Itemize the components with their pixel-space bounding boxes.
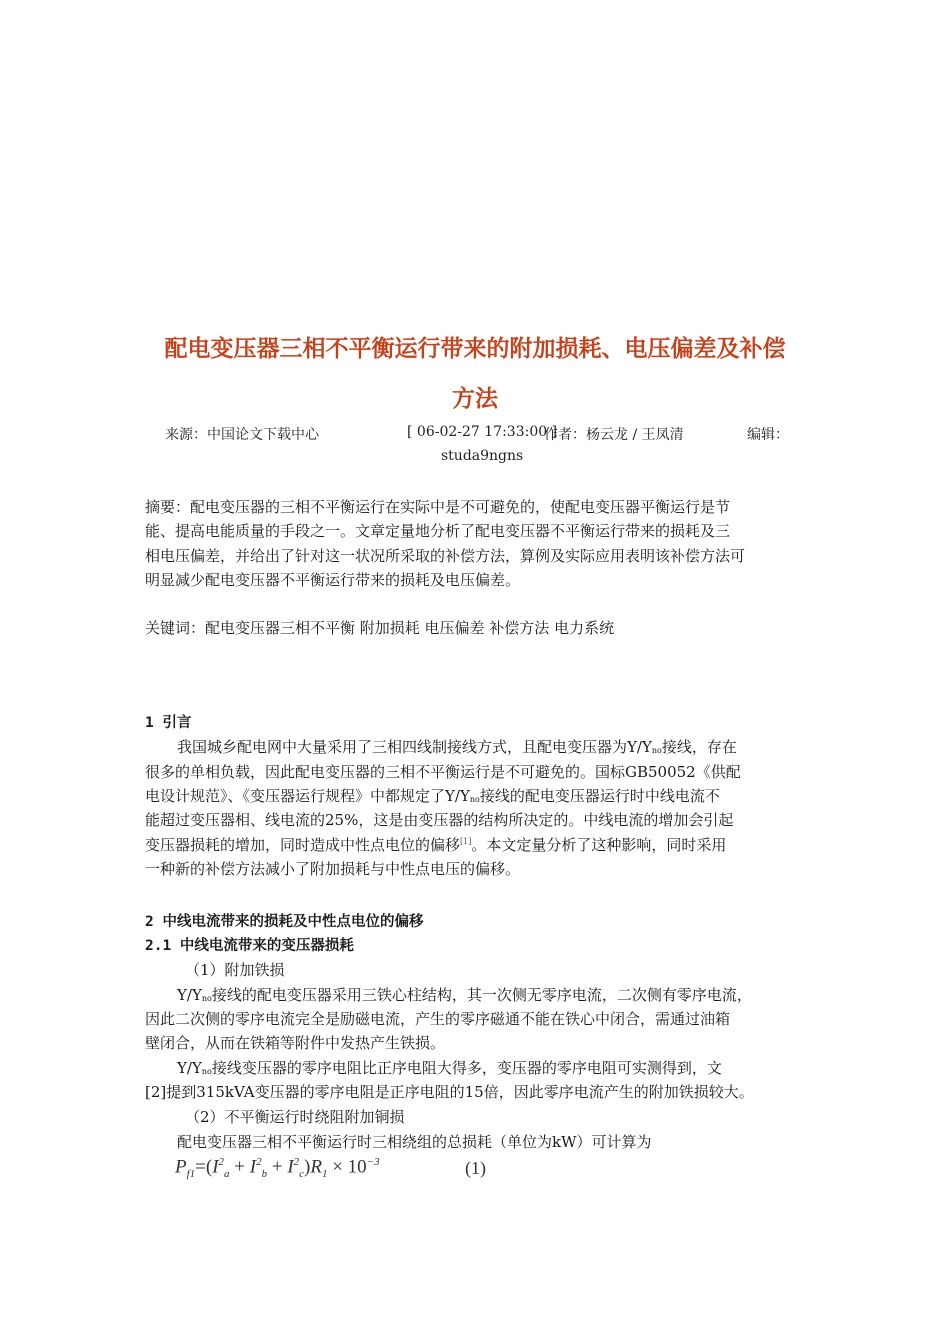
formula-number: (1) [465, 1158, 486, 1178]
formula-expression: $P_{f1}=(I^2_a + I^2_b + I^2_c)R_1 \times 10^{-3}$ [175, 1156, 380, 1181]
para2-line-1: $Y/Y_{no}$接线变压器的零序电阻比正序电阻大得多，变压器的零序电阻可实测得到，文 [177, 1059, 722, 1077]
para2-line-2: [2]提到315kVA变压器的零序电阻是正序电阻的15倍，因此零序电流产生的附加铁损较大。 [145, 1083, 754, 1101]
abstract-line-4: 明显减少配电变压器不平衡运行带来的损耗及电压偏差。 [145, 571, 521, 589]
section-1-heading: 1 引言 [145, 715, 192, 731]
section-2-heading: 2 中线电流带来的损耗及中性点电位的偏移 [145, 914, 424, 930]
intro-line-4: 能超过变压器相、线电流的25%，这是由变压器的结构所决定的。中线电流的增加会引起 [145, 811, 734, 829]
editor-name: studa9ngns [441, 448, 524, 464]
section-2-1-heading: 2.1 中线电流带来的变压器损耗 [145, 938, 354, 954]
intro-line-6: 一种新的补偿方法减小了附加损耗与中性点电压的偏移。 [145, 860, 521, 878]
intro-line-1: 我国城乡配电网中大量采用了三相四线制接线方式，且配电变压器为$Y/Y_{no}$接线，存在 [177, 738, 737, 756]
intro-line-3: 电设计规范》、《变压器运行规程》中都规定了$Y/Y_{no}$接线的配电变压器运行时中线电流不 [145, 787, 720, 805]
article-title-line2: 方法 [452, 386, 498, 412]
item-1-label: （1）附加铁损 [185, 961, 285, 979]
source-label: 来源：中国论文下载中心 [165, 427, 319, 443]
citation-1: [1] [460, 837, 472, 846]
para1-line-3: 壁闭合，从而在铁箱等附件中发热产生铁损。 [145, 1034, 446, 1052]
article-title-line1: 配电变压器三相不平衡运行带来的附加损耗、电压偏差及补偿 [164, 336, 786, 362]
para1-line-1: $Y/Y_{no}$接线的配电变压器采用三铁心柱结构，其一次侧无零序电流，二次侧有零序电流， [177, 986, 752, 1004]
abstract-line-3: 相电压偏差，并给出了针对这一状况所采取的补偿方法，算例及实际应用表明该补偿方法可 [145, 547, 746, 565]
item-2-label: （2）不平衡运行时绕阻附加铜损 [185, 1108, 405, 1126]
para1-line-2: 因此二次侧的零序电流完全是励磁电流，产生的零序磁通不能在铁心中闭合，需通过油箱 [145, 1010, 731, 1028]
authors: 作者：杨云龙 / 王凤清 [544, 427, 684, 443]
intro-line-5: 变压器损耗的增加，同时造成中性点电位的偏移[1]。本文定量分析了这种影响，同时采用 [145, 836, 727, 854]
abstract-line-1: 摘要：配电变压器的三相不平衡运行在实际中是不可避免的，使配电变压器平衡运行是节 [145, 498, 731, 516]
keywords: 关键词：配电变压器三相不平衡 附加损耗 电压偏差 补偿方法 电力系统 [145, 619, 615, 637]
intro-line-2: 很多的单相负载，因此配电变压器的三相不平衡运行是不可避免的。国标GB50052《供配 [145, 763, 741, 781]
copper-loss-formula [175, 1152, 515, 1188]
abstract-line-2: 能、提高电能质量的手段之一。文章定量地分析了配电变压器不平衡运行带来的损耗及三 [145, 522, 731, 540]
publish-date: [ 06-02-27 17:33:00 ] [407, 424, 558, 440]
editor-label: 编辑： [747, 427, 789, 443]
para3-line: 配电变压器三相不平衡运行时三相绕组的总损耗（单位为kW）可计算为 [177, 1133, 652, 1151]
